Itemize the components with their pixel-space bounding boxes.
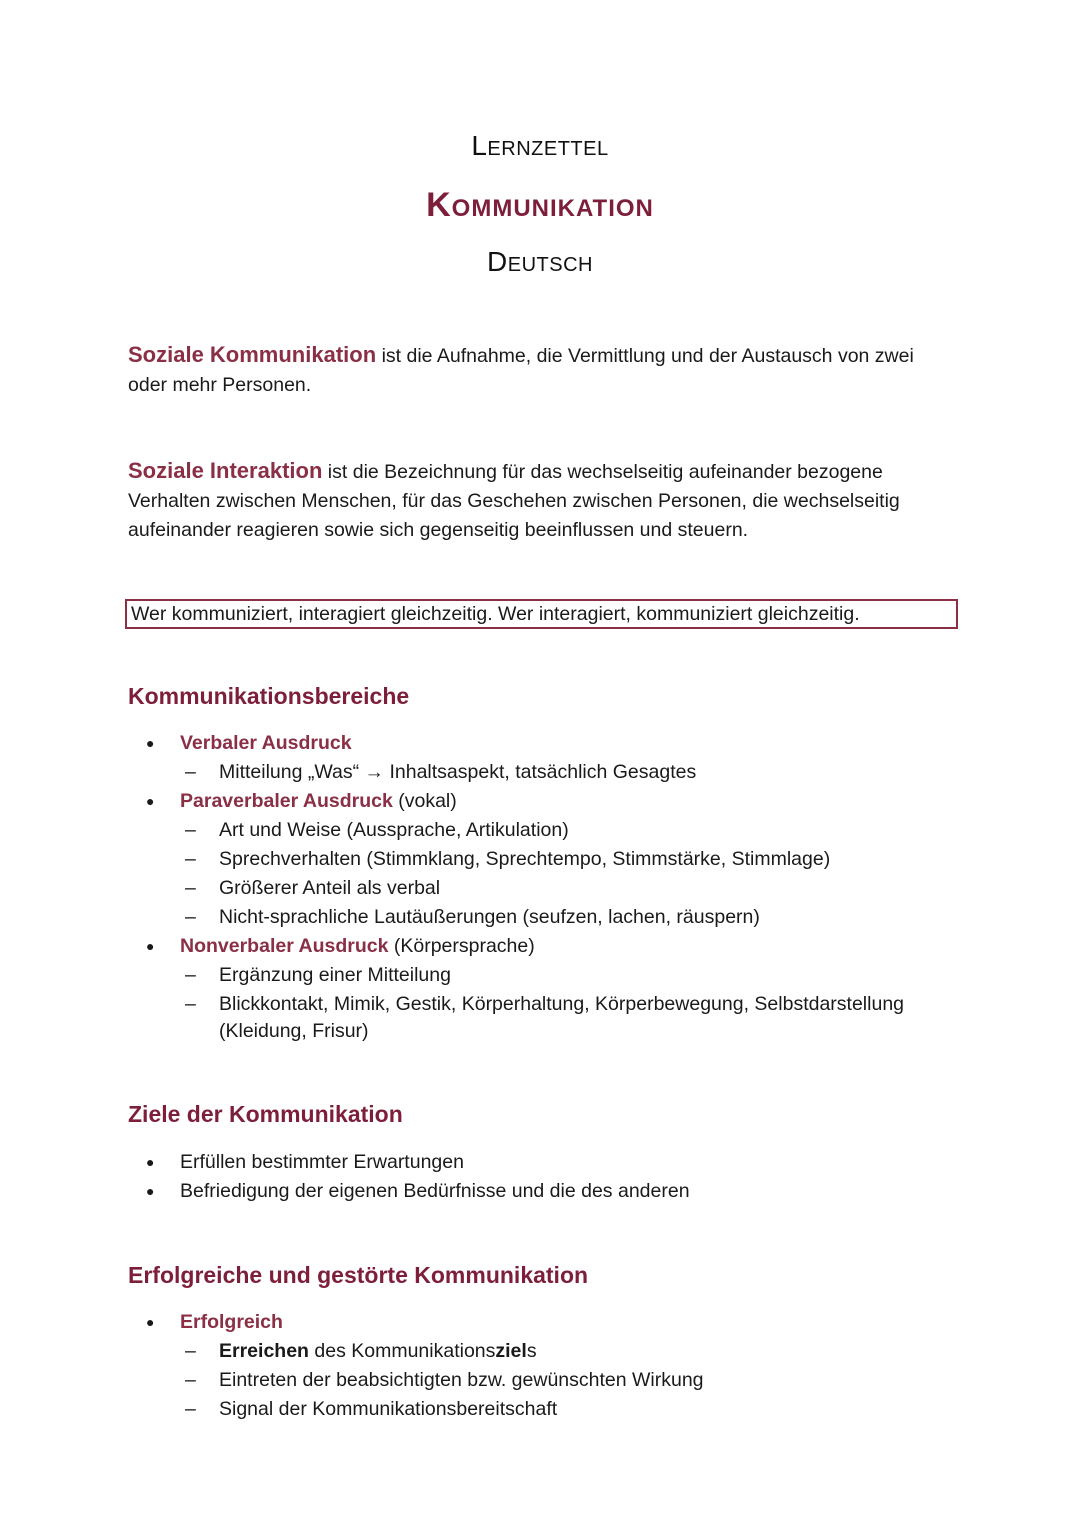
sub-item-text: Sprechverhalten (Stimmklang, Sprechtempo, Stimmstärke, Stimmlage) [219,848,831,870]
sub-item-text: Blickkontakt, Mimik, Gestik, Körperhaltung, Körperbewegung, Selbstdarstellung [219,993,905,1015]
bold-text: ziel [495,1340,527,1362]
section-heading-ziele: Ziele der Kommunikation [128,1101,403,1127]
definition-soziale-kommunikation [128,340,938,400]
sub-item-text: des Kommunikations [308,1340,496,1362]
definition-text: ist die Aufnahme, die Vermittlung und der Austausch von zwei oder mehr Personen. [128,345,914,396]
definition-term: Soziale Kommunikation [128,342,377,367]
dash-icon: – [185,877,196,899]
section-heading-erfolg: Erfolgreiche und gestörte Kommunikation [128,1262,589,1288]
sub-item-text: Ergänzung einer Mitteilung [219,964,451,986]
bullet-icon: ● [146,938,155,954]
definition-term: Soziale Interaktion [128,458,323,483]
bullet-icon: ● [146,735,155,751]
dash-icon: – [185,906,196,928]
dash-icon: – [185,1369,196,1391]
dash-icon: – [185,1340,196,1362]
sub-item-text: Eintreten der beabsichtigten bzw. gewünschten Wirkung [219,1369,704,1391]
key-statement-box: Wer kommuniziert, interagiert gleichzeitig. Wer interagiert, kommuniziert gleichzeitig. [125,599,958,629]
item-label: Erfolgreich [180,1311,283,1333]
item-label: Nonverbaler Ausdruck [180,935,389,957]
item-text: Befriedigung der eigenen Bedürfnisse und die des anderen [180,1180,690,1202]
item-text: Erfüllen bestimmter Erwartungen [180,1151,464,1173]
bullet-icon: ● [146,1183,155,1199]
item-label: Paraverbaler Ausdruck [180,790,393,812]
doc-title-kommunikation: Kommunikation [426,186,654,224]
doc-title-lernzettel: Lernzettel [471,130,609,161]
dash-icon: – [185,964,196,986]
doc-title-deutsch: Deutsch [487,246,593,277]
dash-icon: – [185,761,196,783]
definition-text: ist die Bezeichnung für das wechselseitig aufeinander bezogene Verhalten zwischen Menschen, für das Geschehen zwischen Personen, die wechselseitig aufeinander reagieren sowie sich gegenseitig beeinflussen und steuern. [128,461,900,541]
bullet-icon: ● [146,793,155,809]
bullet-icon: ● [146,1154,155,1170]
bullet-icon: ● [146,1314,155,1330]
dash-icon: – [185,993,196,1015]
sub-item-text: Signal der Kommunikationsbereitschaft [219,1398,558,1420]
item-suffix: (vokal) [392,790,457,812]
sub-item-text: (Kleidung, Frisur) [219,1020,369,1042]
definition-soziale-interaktion [128,456,938,545]
dash-icon: – [185,848,196,870]
sub-item-text: Größerer Anteil als verbal [219,877,441,899]
dash-icon: – [185,819,196,841]
sub-item-text: Art und Weise (Aussprache, Artikulation) [219,819,569,841]
sub-item-text: s [526,1340,537,1362]
sub-item-text: Nicht-sprachliche Lautäußerungen (seufzen, lachen, räuspern) [219,906,760,928]
item-suffix: (Körpersprache) [388,935,535,957]
bold-text: Erreichen [219,1340,309,1362]
sub-item-text: Mitteilung „Was“ → Inhaltsaspekt, tatsächlich Gesagtes [219,761,697,783]
item-label: Verbaler Ausdruck [180,732,352,754]
dash-icon: – [185,1398,196,1420]
section-heading-bereiche: Kommunikationsbereiche [128,683,410,709]
